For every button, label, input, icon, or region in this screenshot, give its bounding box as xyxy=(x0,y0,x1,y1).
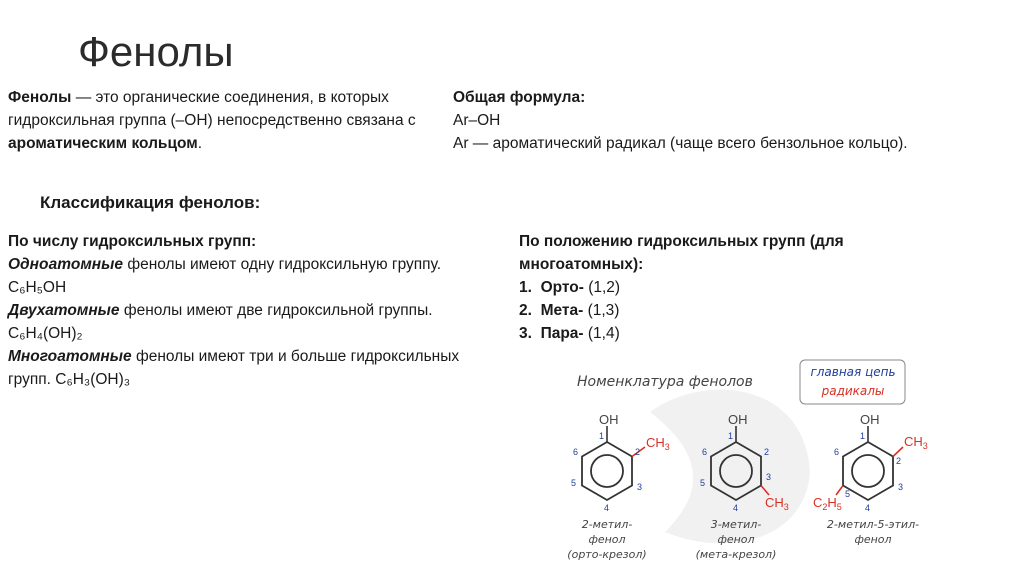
ring-number: 3 xyxy=(898,482,904,492)
list-item xyxy=(8,299,488,345)
item-number: 3. xyxy=(519,325,532,342)
by-number-heading: По числу гидроксильных групп: xyxy=(8,233,257,250)
item-formula: C₆H₄(OH)₂ xyxy=(8,325,83,342)
by-position-heading: По положению гидроксильных групп (для многоатомных): xyxy=(519,233,844,273)
item-name: Мета- xyxy=(540,302,584,319)
general-formula-block xyxy=(453,86,1023,155)
list-item xyxy=(8,253,488,299)
ch3-label: $CH_3$ xyxy=(904,434,928,451)
item-positions: (1,4) xyxy=(583,325,620,342)
ring-number: 2 xyxy=(635,447,641,457)
item-term: Двухатомные xyxy=(8,302,120,319)
ring-number: 6 xyxy=(573,447,579,457)
item-formula: C₆H₃(OH)₃ xyxy=(55,371,131,388)
molecule-ortho-cresol xyxy=(567,412,670,561)
formula-heading: Общая формула: xyxy=(453,89,586,106)
formula-text: Ar–OH xyxy=(453,112,501,129)
classification-title: Классификация фенолов: xyxy=(40,193,261,212)
list-item xyxy=(519,276,939,299)
definition-term: Фенолы xyxy=(8,89,72,106)
definition-block xyxy=(8,86,428,155)
item-positions: (1,3) xyxy=(583,302,620,319)
item-name: Пара- xyxy=(540,325,584,342)
molecule-name: фенол xyxy=(854,533,892,546)
ch3-label: $CH_3$ xyxy=(646,435,670,452)
molecule-name: фенол xyxy=(717,533,755,546)
ring-number: 5 xyxy=(700,478,706,488)
ring-number: 3 xyxy=(766,472,772,482)
c2h5-label: $C_2H_5$ xyxy=(813,495,842,512)
item-term: Многоатомные xyxy=(8,348,132,365)
ring-number: 4 xyxy=(604,503,610,513)
definition-text: — это органические соединения, в которых гидроксильная группа (–OH) непосредственно связана с xyxy=(8,89,416,129)
ring-number: 2 xyxy=(764,447,770,457)
ring-number: 6 xyxy=(834,447,840,457)
ring-number: 1 xyxy=(728,431,734,441)
item-text: фенолы имеют одну гидроксильную группу. xyxy=(123,256,442,273)
molecule-name: фенол xyxy=(588,533,626,546)
legend-box xyxy=(800,360,905,404)
ring-number: 6 xyxy=(702,447,708,457)
item-term: Одноатомные xyxy=(8,256,124,273)
ring-number: 1 xyxy=(599,431,605,441)
molecule-name: (орто-крезол) xyxy=(567,548,647,561)
list-item xyxy=(519,322,939,345)
ring-number: 5 xyxy=(571,478,577,488)
oh-label: OH xyxy=(860,412,880,427)
item-name: Орто- xyxy=(540,279,584,296)
nomenclature-diagram xyxy=(555,352,955,572)
formula-explanation: Ar — ароматический радикал (чаще всего бензольное кольцо). xyxy=(453,135,908,152)
item-number: 2. xyxy=(519,302,532,319)
item-positions: (1,2) xyxy=(583,279,621,296)
definition-period: . xyxy=(197,135,203,152)
item-formula: C₆H₅OH xyxy=(8,279,67,296)
by-number-block xyxy=(8,230,488,391)
page-title: Фенолы xyxy=(78,28,234,75)
list-item xyxy=(519,299,939,322)
oh-label: OH xyxy=(599,412,619,427)
ring-number: 1 xyxy=(860,431,866,441)
molecule-name: 2-метил- xyxy=(581,518,633,531)
ring-number: 5 xyxy=(845,489,851,499)
molecule-methyl-ethyl-phenol xyxy=(813,412,928,546)
molecule-name: 3-метил- xyxy=(710,518,762,531)
nomenclature-title: Номенклатура фенолов xyxy=(577,374,753,390)
ring-number: 4 xyxy=(865,503,871,513)
molecule-name: (мета-крезол) xyxy=(695,548,777,561)
item-number: 1. xyxy=(519,279,532,296)
definition-bold-end: ароматическим кольцом xyxy=(8,135,198,152)
molecule-name: 2-метил-5-этил- xyxy=(826,518,920,531)
ch3-label: $CH_3$ xyxy=(765,495,789,512)
legend-radicals: радикалы xyxy=(821,384,885,398)
item-text: фенолы имеют три и больше гидроксильных групп. xyxy=(8,348,460,388)
item-text: фенолы имеют две гидроксильной группы. xyxy=(119,302,433,319)
by-position-block xyxy=(519,230,939,345)
oh-label: OH xyxy=(728,412,748,427)
list-item xyxy=(8,345,488,391)
ring-number: 2 xyxy=(896,456,902,466)
legend-main: главная цепь xyxy=(810,365,896,379)
ring-number: 3 xyxy=(637,482,643,492)
ring-number: 4 xyxy=(733,503,739,513)
